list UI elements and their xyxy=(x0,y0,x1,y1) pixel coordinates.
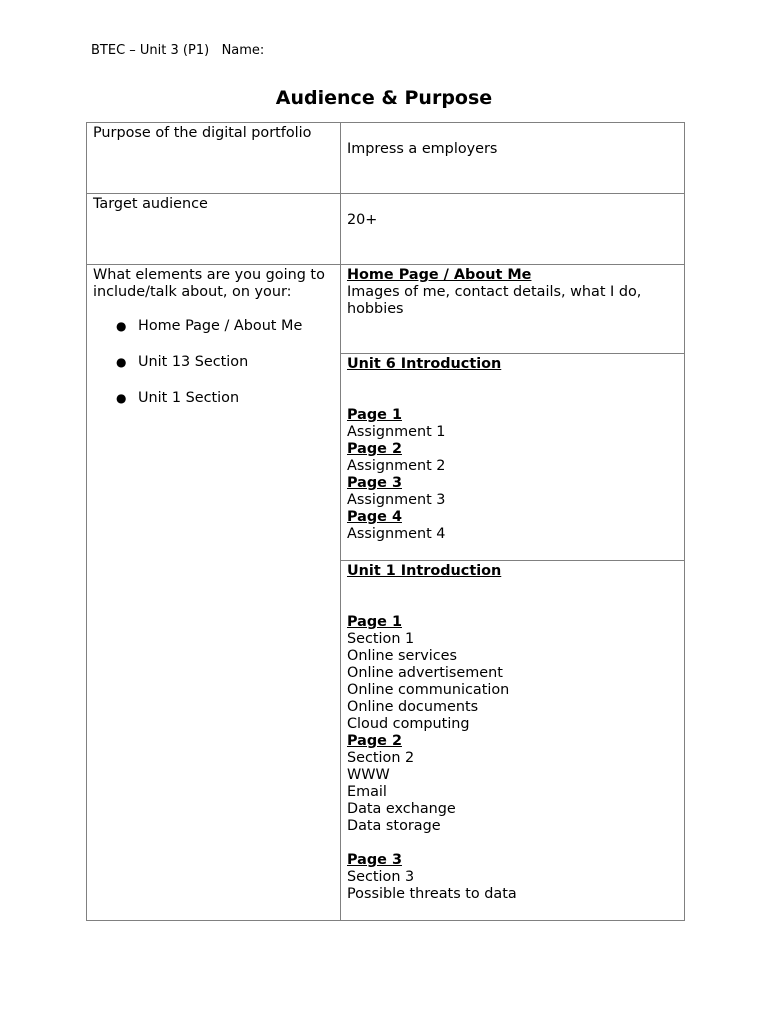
list-item: ● Unit 13 Section xyxy=(116,354,249,370)
elements-question: What elements are you going to include/talk about, on your: xyxy=(93,267,325,300)
unit1-page1-item: Online advertisement xyxy=(347,665,503,681)
audience-question: Target audience xyxy=(93,196,208,212)
home-page-cell xyxy=(341,265,685,354)
unit1-page1-item: Online documents xyxy=(347,699,479,715)
unit1-page1-item: Online services xyxy=(347,648,458,664)
list-item: ● Unit 1 Section xyxy=(116,390,240,406)
bullet-icon: ● xyxy=(116,355,127,369)
unit6-heading: Unit 6 Introduction xyxy=(347,356,502,372)
home-page-heading: Home Page / About Me xyxy=(347,267,532,283)
unit1-cell xyxy=(341,561,685,921)
purpose-question: Purpose of the digital portfolio xyxy=(93,125,312,141)
header-line: BTEC – Unit 3 (P1) Name: xyxy=(91,43,265,58)
table-row xyxy=(87,265,685,354)
unit1-page2-heading: Page 2 xyxy=(347,733,402,749)
audience-answer-cell xyxy=(341,194,685,265)
table-row xyxy=(87,123,685,194)
table-row xyxy=(87,194,685,265)
bullet-icon: ● xyxy=(116,319,127,333)
unit6-page4-item: Assignment 4 xyxy=(347,526,446,542)
purpose-question-cell xyxy=(87,123,341,194)
unit1-page3-item: Section 3 xyxy=(347,869,415,885)
unit1-page2-item: Data storage xyxy=(347,818,441,834)
unit6-page3-heading: Page 3 xyxy=(347,475,402,491)
page-title: Audience & Purpose xyxy=(275,87,493,109)
purpose-answer-cell xyxy=(341,123,685,194)
audience-purpose-table xyxy=(86,122,685,921)
list-item: ● Home Page / About Me xyxy=(116,318,303,334)
unit1-page2-item: Email xyxy=(347,784,387,800)
unit1-page3-item: Possible threats to data xyxy=(347,886,517,902)
bullet-icon: ● xyxy=(116,391,127,405)
unit6-page4-heading: Page 4 xyxy=(347,509,402,525)
unit6-page3-item: Assignment 3 xyxy=(347,492,446,508)
audience-answer: 20+ xyxy=(347,212,378,228)
unit6-page2-item: Assignment 2 xyxy=(347,458,446,474)
unit1-page3-heading: Page 3 xyxy=(347,852,402,868)
unit1-page1-item: Section 1 xyxy=(347,631,415,647)
unit6-cell xyxy=(341,354,685,561)
home-page-text: Images of me, contact details, what I do, hobbies xyxy=(347,284,642,317)
unit1-heading: Unit 1 Introduction xyxy=(347,563,502,579)
audience-question-cell xyxy=(87,194,341,265)
unit1-page1-item: Online communication xyxy=(347,682,510,698)
purpose-answer: Impress a employers xyxy=(347,141,498,157)
unit6-page1-item: Assignment 1 xyxy=(347,424,446,440)
elements-question-cell xyxy=(87,265,341,921)
unit1-page2-item: Section 2 xyxy=(347,750,415,766)
topics-list xyxy=(93,318,334,407)
unit1-page1-item: Cloud computing xyxy=(347,716,470,732)
unit1-page2-item: WWW xyxy=(347,767,390,783)
unit6-page2-heading: Page 2 xyxy=(347,441,402,457)
unit1-page2-item: Data exchange xyxy=(347,801,456,817)
unit6-page1-heading: Page 1 xyxy=(347,407,402,423)
unit1-page1-heading: Page 1 xyxy=(347,614,402,630)
